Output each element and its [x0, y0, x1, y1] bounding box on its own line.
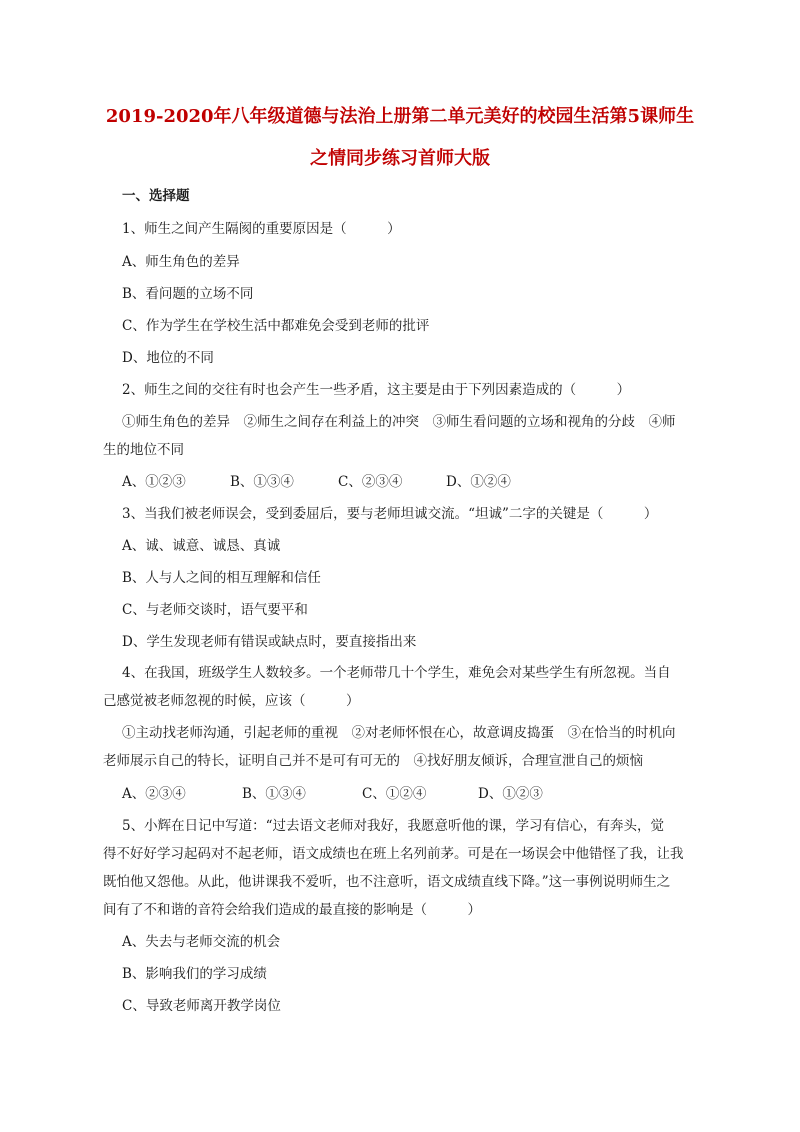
question-4-option-a: A、②③④	[122, 786, 186, 802]
question-1-stem: 1、师生之间产生隔阂的重要原因是（ ）	[122, 221, 401, 237]
question-4-option-b: B、①③④	[242, 786, 306, 802]
question-2-option-a: A、①②③	[122, 474, 186, 490]
question-5-stem-line-4: 间有了不和谐的音符会给我们造成的最直接的影响是（ ）	[103, 902, 481, 918]
question-4-stem-line-2: 己感觉被老师忽视的时候，应该（ ）	[103, 693, 360, 709]
question-4-option-d: D、①②③	[478, 786, 543, 802]
question-2-option-c: C、②③④	[338, 474, 403, 490]
question-3-stem: 3、当我们被老师误会，受到委屈后，要与老师坦诚交流。“坦诚”二字的关键是（ ）	[122, 506, 658, 522]
question-2-items-line-2: 生的地位不同	[103, 442, 184, 458]
question-4-items-line-2: 老师展示自己的特长，证明自己并不是可有可无的 ④找好朋友倾诉，合理宣泄自己的烦恼	[103, 753, 643, 769]
section-heading: 一、选择题	[122, 188, 190, 204]
question-5-stem-line-2: 得不好好学习起码对不起老师，语文成绩也在班上名列前茅。可是在一场误会中他错怪了我，让我	[103, 846, 684, 862]
question-5-option-c: C、导致老师离开教学岗位	[122, 998, 281, 1014]
question-3-option-a: A、诚、诚意、诚恳、真诚	[122, 538, 281, 554]
question-3-option-b: B、人与人之间的相互理解和信任	[122, 570, 321, 586]
question-5-option-b: B、影响我们的学习成绩	[122, 966, 267, 982]
question-1-option-d: D、地位的不同	[122, 350, 214, 366]
question-1-option-c: C、作为学生在学校生活中都难免会受到老师的批评	[122, 318, 430, 334]
question-5-option-a: A、失去与老师交流的机会	[122, 934, 281, 950]
question-4-options	[122, 785, 543, 803]
document-title-line-1: 2019-2020年八年级道德与法治上册第二单元美好的校园生活第5课师生	[105, 106, 695, 127]
question-1-option-b: B、看问题的立场不同	[122, 286, 254, 302]
question-4-stem-line-1: 4、在我国，班级学生人数较多。一个老师带几十个学生，难免会对某些学生有所忽视。当自	[122, 665, 671, 681]
question-2-items-line-1: ①师生角色的差异 ②师生之间存在利益上的冲突 ③师生看问题的立场和视角的分歧 ④师	[122, 414, 676, 430]
question-3-option-c: C、与老师交谈时，语气要平和	[122, 602, 308, 618]
question-2-option-b: B、①③④	[230, 474, 294, 490]
question-2-options	[122, 473, 511, 491]
question-4-items-line-1: ①主动找老师沟通，引起老师的重视 ②对老师怀恨在心，故意调皮捣蛋 ③在恰当的时机向	[122, 725, 676, 741]
question-5-stem-line-1: 5、小辉在日记中写道：“过去语文老师对我好，我愿意听他的课，学习有信心，有奔头，觉	[122, 818, 664, 834]
question-5-stem-line-3: 既怕他又怨他。从此，他讲课我不爱听，也不注意听，语文成绩直线下降。”这一事例说明师生之	[103, 874, 671, 890]
question-4-option-c: C、①②④	[362, 786, 427, 802]
document-title-line-2: 之情同步练习首师大版	[310, 148, 490, 169]
question-1-option-a: A、师生角色的差异	[122, 254, 240, 270]
question-2-option-d: D、①②④	[446, 474, 511, 490]
question-3-option-d: D、学生发现老师有错误或缺点时，要直接指出来	[122, 634, 417, 650]
question-2-stem: 2、师生之间的交往有时也会产生一些矛盾，这主要是由于下列因素造成的（ ）	[122, 382, 631, 398]
